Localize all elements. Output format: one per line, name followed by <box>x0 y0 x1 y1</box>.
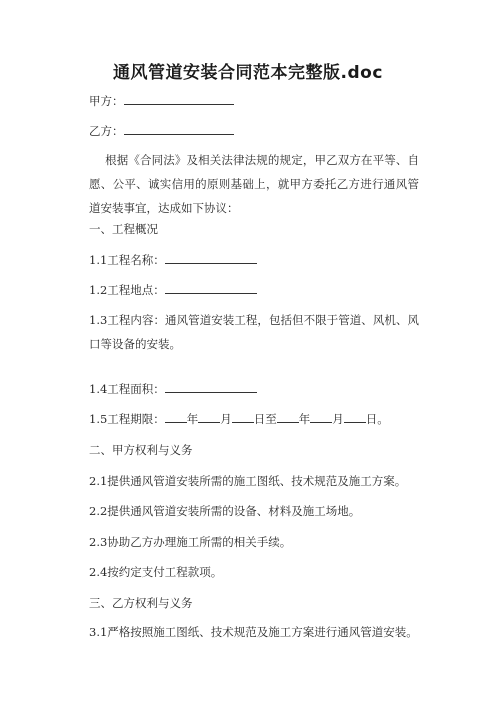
project-area-line <box>89 379 257 399</box>
year-label: 年 <box>186 412 199 426</box>
party-a-blank <box>124 92 234 105</box>
section1-heading: 一、工程概况 <box>89 222 158 236</box>
end-month-label: 月 <box>332 412 344 426</box>
section3-item1: 3.1严格按照施工图纸、技术规范及施工方案进行通风管道安装。 <box>89 625 418 639</box>
project-period-label: 1.5工程期限： <box>89 412 165 426</box>
section2-item2: 2.2提供通风管道安装所需的设备、材料及施工场地。 <box>89 504 361 518</box>
section3-heading: 三、乙方权利与义务 <box>89 596 193 610</box>
start-year-blank <box>165 410 187 423</box>
project-name-label: 1.1工程名称： <box>89 253 165 267</box>
project-name-line <box>89 250 257 270</box>
day-end-label: 日。 <box>365 412 389 426</box>
day-to-label: 日至 <box>253 412 277 426</box>
project-location-line <box>89 280 257 300</box>
end-day-blank <box>344 410 366 423</box>
month-label: 月 <box>220 412 232 426</box>
party-b-label: 乙方： <box>89 124 124 138</box>
project-name-blank <box>165 251 257 264</box>
project-area-blank <box>165 380 257 393</box>
end-year-blank <box>277 410 299 423</box>
section2-item1: 2.1提供通风管道安装所需的施工图纸、技术规范及施工方案。 <box>89 474 407 488</box>
party-a-label: 甲方： <box>89 94 124 108</box>
project-location-blank <box>165 281 257 294</box>
start-day-blank <box>232 410 254 423</box>
project-content-paragraph: 1.3工程内容：通风管道安装工程，包括但不限于管道、风机、风口等设备的安装。 <box>89 313 419 351</box>
project-period-line <box>89 409 389 429</box>
end-month-blank <box>310 410 332 423</box>
project-location-label: 1.2工程地点： <box>89 283 165 297</box>
party-a-line <box>89 91 234 111</box>
party-b-blank <box>124 122 234 135</box>
party-b-line <box>89 121 234 141</box>
intro-paragraph: 根据《合同法》及相关法律法规的规定，甲乙双方在平等、自愿、公平、诚实信用的原则基础上，就甲方委托乙方进行通风管道安装事宜，达成如下协议： <box>89 153 419 215</box>
section2-item3: 2.3协助乙方办理施工所需的相关手续。 <box>89 535 292 549</box>
section2-item4: 2.4按约定支付工程款项。 <box>89 565 223 579</box>
project-area-label: 1.4工程面积： <box>89 382 165 396</box>
document-title: 通风管道安装合同范本完整版.doc <box>113 63 383 83</box>
section2-heading: 二、甲方权利与义务 <box>89 443 193 457</box>
start-month-blank <box>198 410 220 423</box>
end-year-label: 年 <box>298 412 311 426</box>
